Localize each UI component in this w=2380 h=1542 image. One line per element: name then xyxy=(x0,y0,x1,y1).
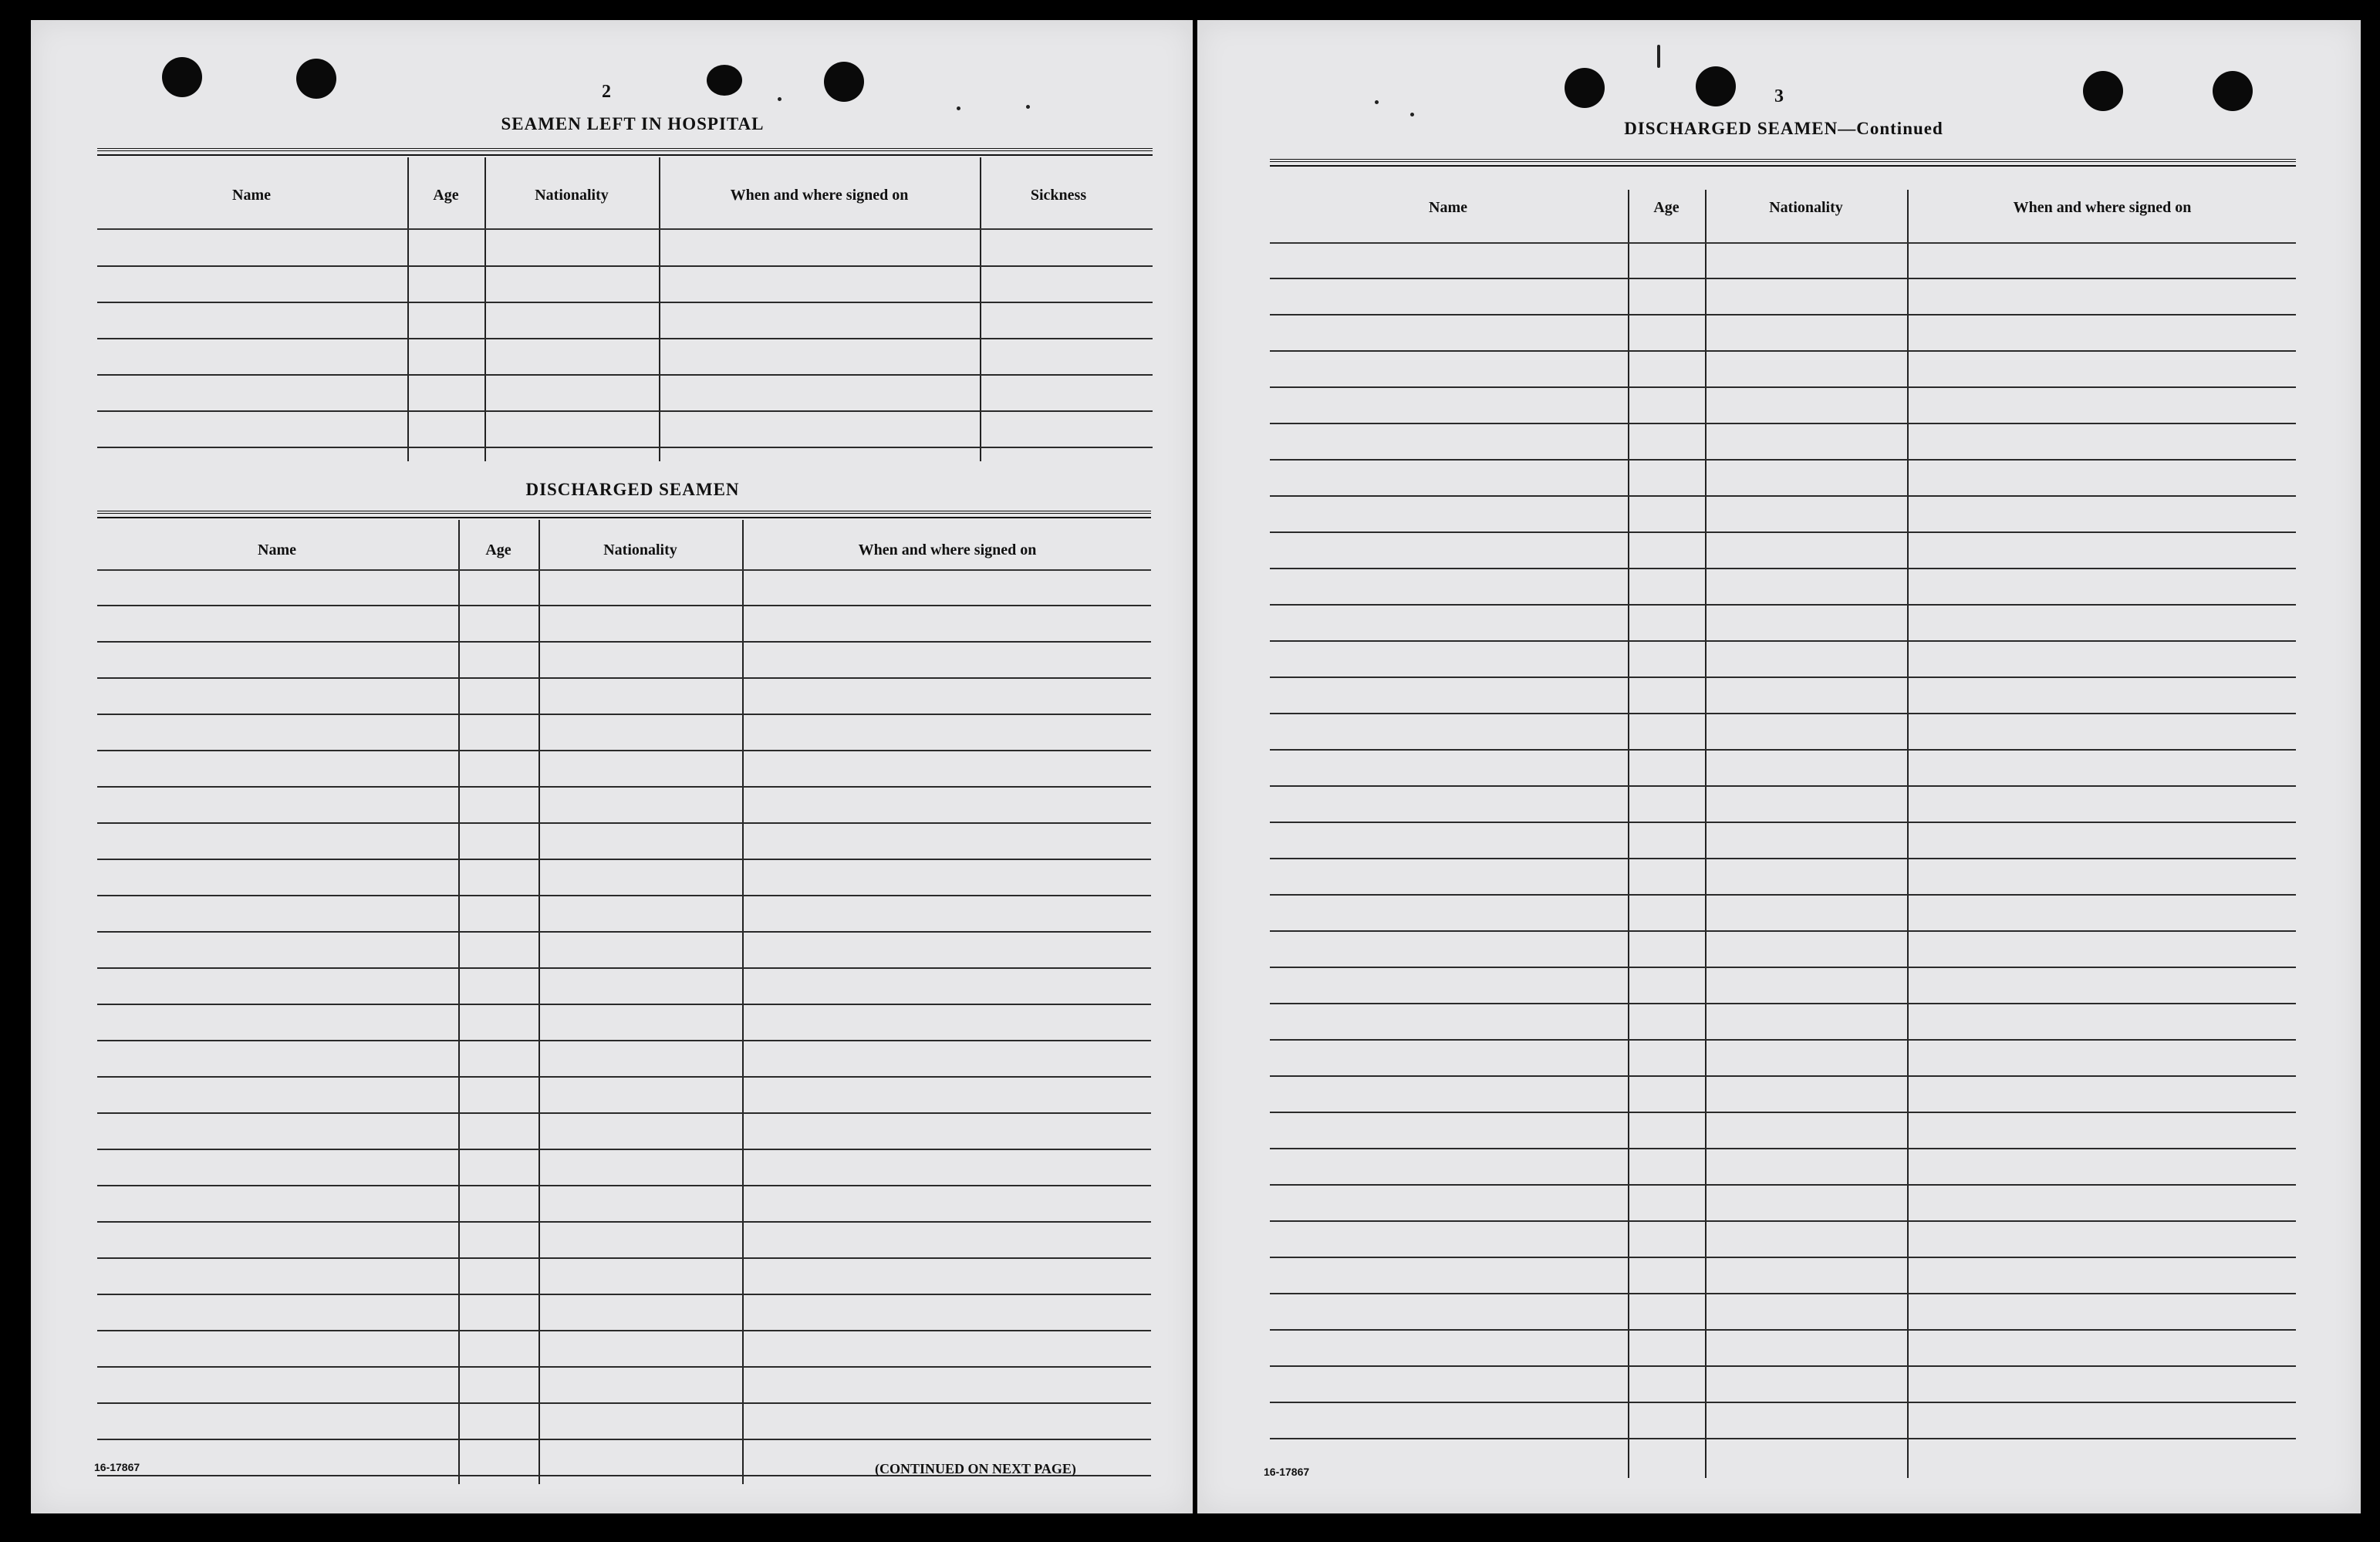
col-header-nationality: Nationality xyxy=(603,542,677,558)
punch-hole xyxy=(824,62,864,102)
hospital-section-title: SEAMEN LEFT IN HOSPITAL xyxy=(501,114,765,133)
col-header-name: Name xyxy=(1429,199,1467,216)
right-page xyxy=(1197,20,2361,1513)
col-header-signed-on: When and where signed on xyxy=(730,187,909,204)
punch-hole xyxy=(1565,68,1605,108)
hospital-table xyxy=(97,148,1153,466)
col-header-nationality: Nationality xyxy=(1769,199,1843,216)
col-header-sickness: Sickness xyxy=(1030,187,1087,204)
form-code: 16-17867 xyxy=(94,1461,140,1473)
discharged-continued-title: DISCHARGED SEAMEN—Continued xyxy=(1624,119,1943,138)
discharged-continued-table xyxy=(1270,159,2296,1489)
col-header-name: Name xyxy=(232,187,271,204)
punch-hole xyxy=(1696,66,1736,106)
punch-hole xyxy=(707,65,742,96)
col-header-signed-on: When and where signed on xyxy=(2013,199,2192,216)
discharged-table xyxy=(97,511,1151,1495)
punch-hole xyxy=(296,59,336,99)
page-number: 3 xyxy=(1774,86,1784,106)
punch-hole xyxy=(2083,71,2123,111)
continued-note: (CONTINUED ON NEXT PAGE) xyxy=(875,1461,1076,1476)
col-header-age: Age xyxy=(1653,199,1680,216)
col-header-signed-on: When and where signed on xyxy=(858,542,1037,558)
discharged-section-title: DISCHARGED SEAMEN xyxy=(525,480,740,499)
col-header-age: Age xyxy=(485,542,511,558)
page-number: 2 xyxy=(602,82,611,102)
col-header-name: Name xyxy=(258,542,296,558)
punch-hole xyxy=(162,57,202,97)
left-page xyxy=(31,20,1193,1513)
punch-hole xyxy=(2213,71,2253,111)
col-header-nationality: Nationality xyxy=(535,187,609,204)
form-code: 16-17867 xyxy=(1264,1466,1310,1478)
col-header-age: Age xyxy=(433,187,459,204)
